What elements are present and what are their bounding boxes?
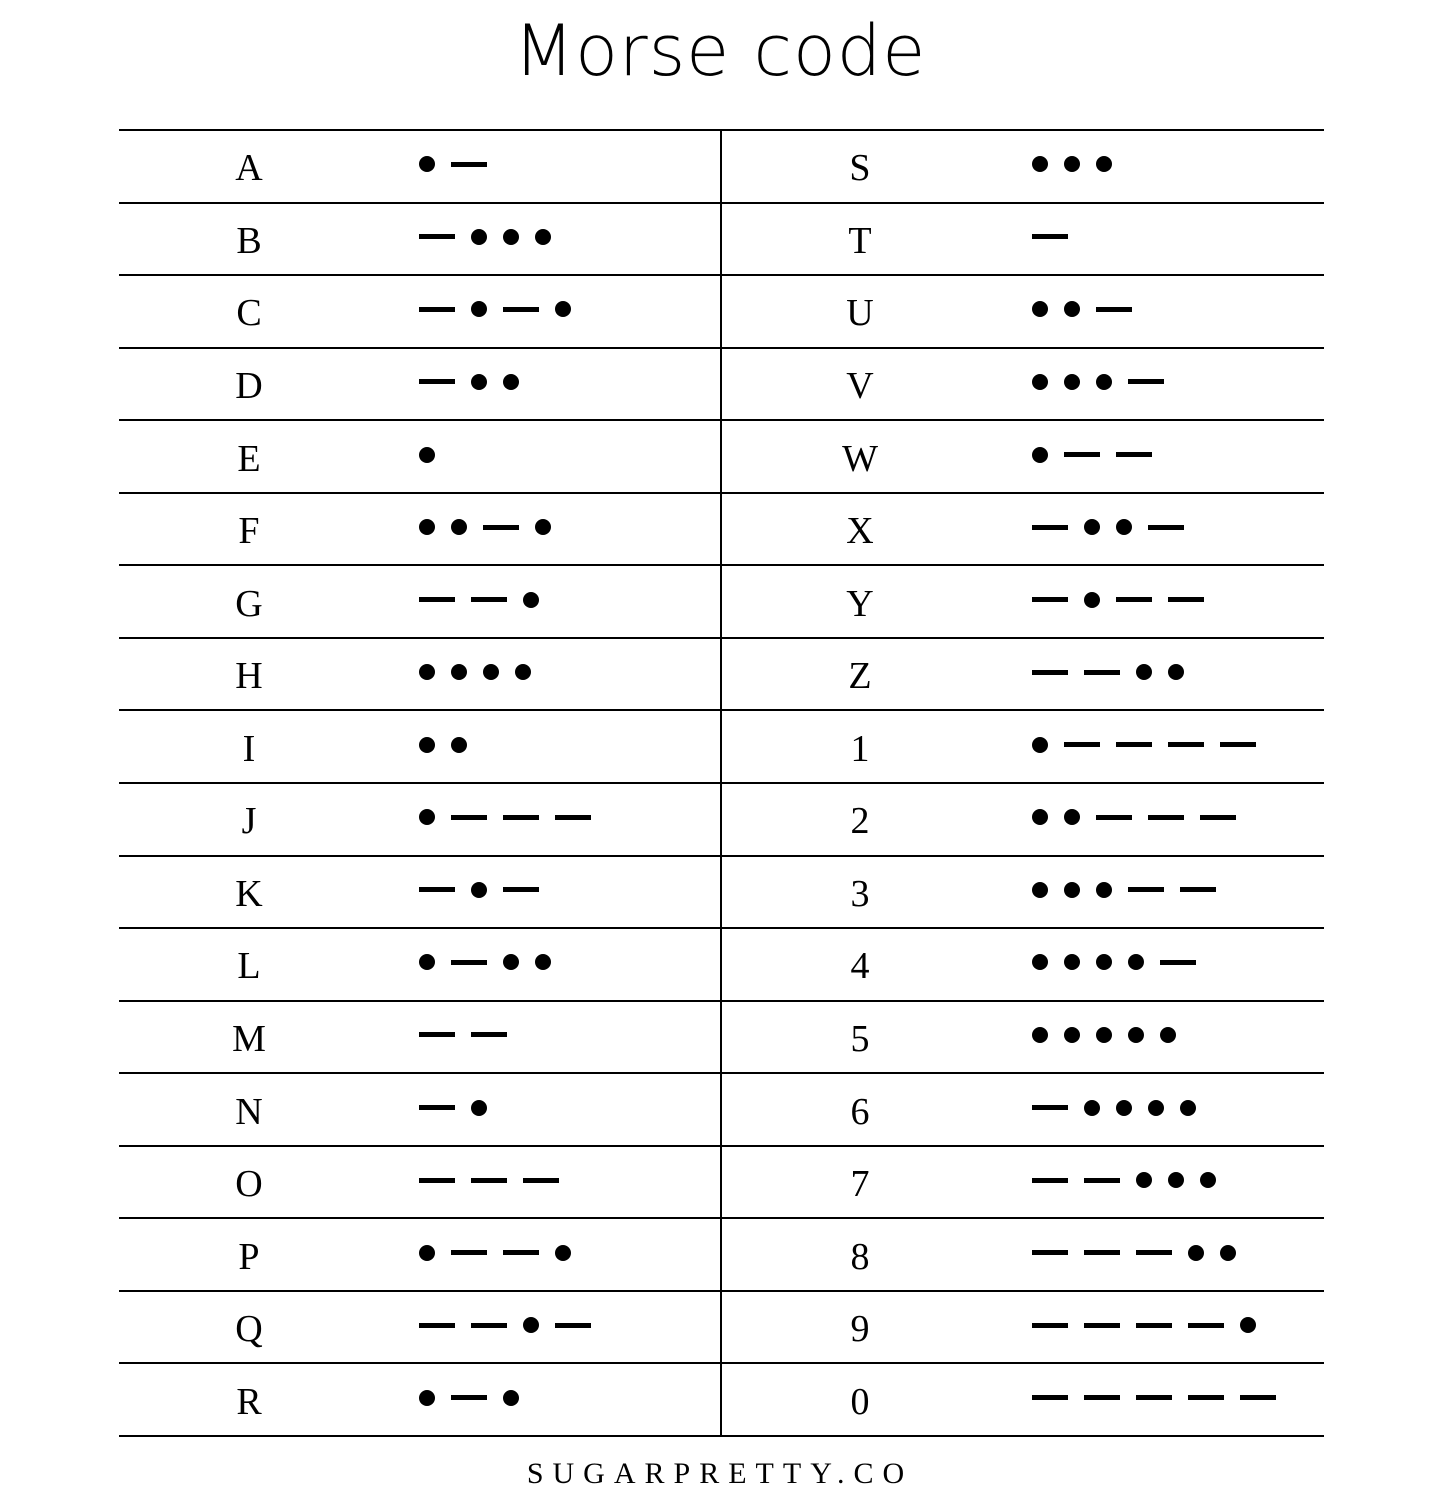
dash-mark xyxy=(419,1032,455,1037)
dash-mark xyxy=(1032,597,1068,602)
dash-mark xyxy=(471,1032,507,1037)
morse-symbol: R xyxy=(236,1380,262,1423)
dash-mark xyxy=(1128,379,1164,384)
dot-mark xyxy=(419,1245,435,1261)
row-divider xyxy=(119,1435,1324,1437)
morse-sequence xyxy=(419,1096,503,1120)
dot-mark xyxy=(1136,1172,1152,1188)
dash-mark xyxy=(1148,815,1184,820)
dot-mark xyxy=(419,954,435,970)
dash-mark xyxy=(419,1323,455,1328)
dash-mark xyxy=(419,887,455,892)
morse-symbol: 7 xyxy=(850,1163,870,1206)
dot-mark xyxy=(523,592,539,608)
dot-mark xyxy=(1136,664,1152,680)
dot-mark xyxy=(471,374,487,390)
row-divider xyxy=(119,1362,1324,1364)
dot-mark xyxy=(419,519,435,535)
dot-mark xyxy=(1188,1245,1204,1261)
morse-sequence xyxy=(419,1168,575,1192)
morse-sequence xyxy=(419,950,567,974)
dash-mark xyxy=(451,162,487,167)
dot-mark xyxy=(1084,1100,1100,1116)
dash-mark xyxy=(1188,1323,1224,1328)
dot-mark xyxy=(451,737,467,753)
dot-mark xyxy=(419,809,435,825)
morse-sequence xyxy=(1032,443,1168,467)
morse-symbol: H xyxy=(235,655,263,698)
morse-sequence xyxy=(1032,733,1272,757)
dash-mark xyxy=(1032,234,1068,239)
dot-mark xyxy=(1064,882,1080,898)
dot-mark xyxy=(1128,1027,1144,1043)
morse-symbol: J xyxy=(241,800,257,843)
dot-mark xyxy=(1032,809,1048,825)
morse-symbol: W xyxy=(842,437,878,480)
morse-sequence xyxy=(419,1313,607,1337)
morse-sequence xyxy=(1032,370,1180,394)
dot-mark xyxy=(1032,374,1048,390)
morse-symbol: 3 xyxy=(850,872,870,915)
dot-mark xyxy=(1064,301,1080,317)
morse-symbol: P xyxy=(238,1235,260,1278)
dot-mark xyxy=(1064,954,1080,970)
dash-mark xyxy=(419,307,455,312)
dot-mark xyxy=(451,664,467,680)
dot-mark xyxy=(1096,1027,1112,1043)
dash-mark xyxy=(1032,1395,1068,1400)
dash-mark xyxy=(1064,452,1100,457)
dot-mark xyxy=(535,229,551,245)
dash-mark xyxy=(1116,452,1152,457)
dash-mark xyxy=(555,815,591,820)
morse-sequence xyxy=(419,1241,587,1265)
morse-sequence xyxy=(1032,805,1252,829)
dot-mark xyxy=(1168,664,1184,680)
morse-symbol: D xyxy=(235,364,263,407)
dash-mark xyxy=(1032,525,1068,530)
dash-mark xyxy=(471,597,507,602)
dash-mark xyxy=(451,1250,487,1255)
dash-mark xyxy=(1180,887,1216,892)
dash-mark xyxy=(419,1105,455,1110)
dash-mark xyxy=(1136,1250,1172,1255)
dot-mark xyxy=(1180,1100,1196,1116)
dot-mark xyxy=(1064,374,1080,390)
row-divider xyxy=(119,202,1324,204)
row-divider xyxy=(119,1290,1324,1292)
dash-mark xyxy=(1084,1250,1120,1255)
dash-mark xyxy=(1136,1323,1172,1328)
dot-mark xyxy=(503,1390,519,1406)
row-divider xyxy=(119,347,1324,349)
morse-sequence xyxy=(419,588,555,612)
morse-sequence xyxy=(1032,878,1232,902)
dot-mark xyxy=(1148,1100,1164,1116)
dash-mark xyxy=(419,379,455,384)
morse-sequence xyxy=(419,370,535,394)
dot-mark xyxy=(419,1390,435,1406)
morse-sequence xyxy=(419,733,483,757)
dash-mark xyxy=(1136,1395,1172,1400)
dot-mark xyxy=(1032,447,1048,463)
morse-sequence xyxy=(419,515,567,539)
dot-mark xyxy=(1220,1245,1236,1261)
dot-mark xyxy=(1064,1027,1080,1043)
dot-mark xyxy=(1064,156,1080,172)
morse-symbol: F xyxy=(238,510,260,553)
morse-symbol: Y xyxy=(846,582,874,625)
dot-mark xyxy=(1032,156,1048,172)
morse-sequence xyxy=(1032,950,1212,974)
dash-mark xyxy=(1128,887,1164,892)
dot-mark xyxy=(419,156,435,172)
morse-sequence xyxy=(1032,1386,1292,1410)
morse-symbol: O xyxy=(235,1163,263,1206)
dash-mark xyxy=(1160,960,1196,965)
dot-mark xyxy=(535,954,551,970)
row-divider xyxy=(119,782,1324,784)
row-divider xyxy=(119,492,1324,494)
dash-mark xyxy=(1084,1323,1120,1328)
morse-symbol: K xyxy=(235,872,263,915)
row-divider xyxy=(119,274,1324,276)
morse-sequence xyxy=(419,443,451,467)
footer-brand: SUGARPRETTY.CO xyxy=(526,1457,914,1490)
dash-mark xyxy=(1168,742,1204,747)
dash-mark xyxy=(1032,1178,1068,1183)
dash-mark xyxy=(1096,815,1132,820)
dash-mark xyxy=(523,1178,559,1183)
page-title: Morse code xyxy=(513,10,927,92)
dash-mark xyxy=(1032,1250,1068,1255)
row-divider xyxy=(119,564,1324,566)
dot-mark xyxy=(471,229,487,245)
dash-mark xyxy=(555,1323,591,1328)
dash-mark xyxy=(1084,1395,1120,1400)
morse-sequence xyxy=(419,225,567,249)
dot-mark xyxy=(1096,954,1112,970)
dash-mark xyxy=(483,525,519,530)
dash-mark xyxy=(503,887,539,892)
morse-symbol: X xyxy=(846,510,874,553)
dash-mark xyxy=(503,1250,539,1255)
dash-mark xyxy=(419,597,455,602)
morse-symbol: I xyxy=(242,727,256,770)
dot-mark xyxy=(503,374,519,390)
row-divider xyxy=(119,419,1324,421)
morse-sequence xyxy=(1032,1096,1212,1120)
dash-mark xyxy=(1200,815,1236,820)
dot-mark xyxy=(515,664,531,680)
dash-mark xyxy=(1220,742,1256,747)
morse-sequence xyxy=(419,1386,535,1410)
dot-mark xyxy=(471,1100,487,1116)
dash-mark xyxy=(419,1178,455,1183)
dash-mark xyxy=(1116,742,1152,747)
dash-mark xyxy=(471,1178,507,1183)
row-divider xyxy=(119,637,1324,639)
morse-symbol: E xyxy=(237,437,261,480)
dot-mark xyxy=(503,229,519,245)
morse-sequence xyxy=(1032,1241,1252,1265)
morse-sequence xyxy=(1032,1313,1272,1337)
dot-mark xyxy=(1096,882,1112,898)
row-divider xyxy=(119,1217,1324,1219)
dash-mark xyxy=(1064,742,1100,747)
dot-mark xyxy=(523,1317,539,1333)
dot-mark xyxy=(1160,1027,1176,1043)
dash-mark xyxy=(419,234,455,239)
dot-mark xyxy=(535,519,551,535)
morse-symbol: T xyxy=(848,219,872,262)
morse-symbol: M xyxy=(232,1017,266,1060)
row-divider xyxy=(119,129,1324,131)
dot-mark xyxy=(1032,1027,1048,1043)
dot-mark xyxy=(1032,882,1048,898)
row-divider xyxy=(119,855,1324,857)
dot-mark xyxy=(1200,1172,1216,1188)
dash-mark xyxy=(1032,1105,1068,1110)
dash-mark xyxy=(1032,670,1068,675)
morse-code-table xyxy=(119,130,1324,1436)
morse-symbol: 2 xyxy=(850,800,870,843)
dot-mark xyxy=(419,447,435,463)
row-divider xyxy=(119,1145,1324,1147)
dash-mark xyxy=(1240,1395,1276,1400)
morse-symbol: Q xyxy=(235,1308,263,1351)
dot-mark xyxy=(555,1245,571,1261)
dot-mark xyxy=(1096,156,1112,172)
dot-mark xyxy=(503,954,519,970)
dot-mark xyxy=(471,882,487,898)
morse-sequence xyxy=(419,152,503,176)
morse-sequence xyxy=(1032,660,1200,684)
morse-symbol: 6 xyxy=(850,1090,870,1133)
dash-mark xyxy=(1084,1178,1120,1183)
morse-symbol: G xyxy=(235,582,263,625)
row-divider xyxy=(119,1000,1324,1002)
morse-symbol: A xyxy=(235,147,263,190)
dot-mark xyxy=(1032,954,1048,970)
dot-mark xyxy=(471,301,487,317)
morse-symbol: Z xyxy=(848,655,872,698)
dash-mark xyxy=(451,960,487,965)
dot-mark xyxy=(419,737,435,753)
row-divider xyxy=(119,927,1324,929)
dot-mark xyxy=(419,664,435,680)
dash-mark xyxy=(503,815,539,820)
dot-mark xyxy=(483,664,499,680)
dash-mark xyxy=(451,1395,487,1400)
morse-symbol: 0 xyxy=(850,1380,870,1423)
dash-mark xyxy=(1168,597,1204,602)
morse-sequence xyxy=(1032,588,1220,612)
dot-mark xyxy=(1032,737,1048,753)
morse-sequence xyxy=(419,297,587,321)
morse-sequence xyxy=(1032,1168,1232,1192)
morse-sequence xyxy=(1032,1023,1192,1047)
dot-mark xyxy=(1064,809,1080,825)
morse-sequence xyxy=(1032,297,1148,321)
morse-sequence xyxy=(419,805,607,829)
dot-mark xyxy=(1116,1100,1132,1116)
morse-symbol: S xyxy=(849,147,871,190)
dash-mark xyxy=(1096,307,1132,312)
dot-mark xyxy=(1240,1317,1256,1333)
dash-mark xyxy=(1116,597,1152,602)
morse-symbol: V xyxy=(846,364,874,407)
morse-symbol: C xyxy=(236,292,262,335)
morse-sequence xyxy=(1032,515,1200,539)
dot-mark xyxy=(1032,301,1048,317)
morse-symbol: N xyxy=(235,1090,263,1133)
dot-mark xyxy=(555,301,571,317)
dot-mark xyxy=(1168,1172,1184,1188)
dash-mark xyxy=(1188,1395,1224,1400)
dot-mark xyxy=(451,519,467,535)
dot-mark xyxy=(1096,374,1112,390)
morse-sequence xyxy=(419,878,555,902)
row-divider xyxy=(119,709,1324,711)
dot-mark xyxy=(1116,519,1132,535)
morse-sequence xyxy=(1032,152,1128,176)
morse-symbol: B xyxy=(236,219,262,262)
dash-mark xyxy=(1032,1323,1068,1328)
dot-mark xyxy=(1084,519,1100,535)
dash-mark xyxy=(1084,670,1120,675)
dash-mark xyxy=(1148,525,1184,530)
morse-symbol: U xyxy=(846,292,874,335)
dot-mark xyxy=(1084,592,1100,608)
dash-mark xyxy=(471,1323,507,1328)
dash-mark xyxy=(451,815,487,820)
morse-sequence xyxy=(419,1023,523,1047)
dash-mark xyxy=(503,307,539,312)
morse-sequence xyxy=(419,660,547,684)
row-divider xyxy=(119,1072,1324,1074)
morse-symbol: 5 xyxy=(850,1017,870,1060)
morse-symbol: L xyxy=(237,945,261,988)
morse-symbol: 4 xyxy=(850,945,870,988)
morse-symbol: 8 xyxy=(850,1235,870,1278)
dot-mark xyxy=(1128,954,1144,970)
morse-symbol: 9 xyxy=(850,1308,870,1351)
morse-symbol: 1 xyxy=(850,727,870,770)
morse-sequence xyxy=(1032,225,1084,249)
